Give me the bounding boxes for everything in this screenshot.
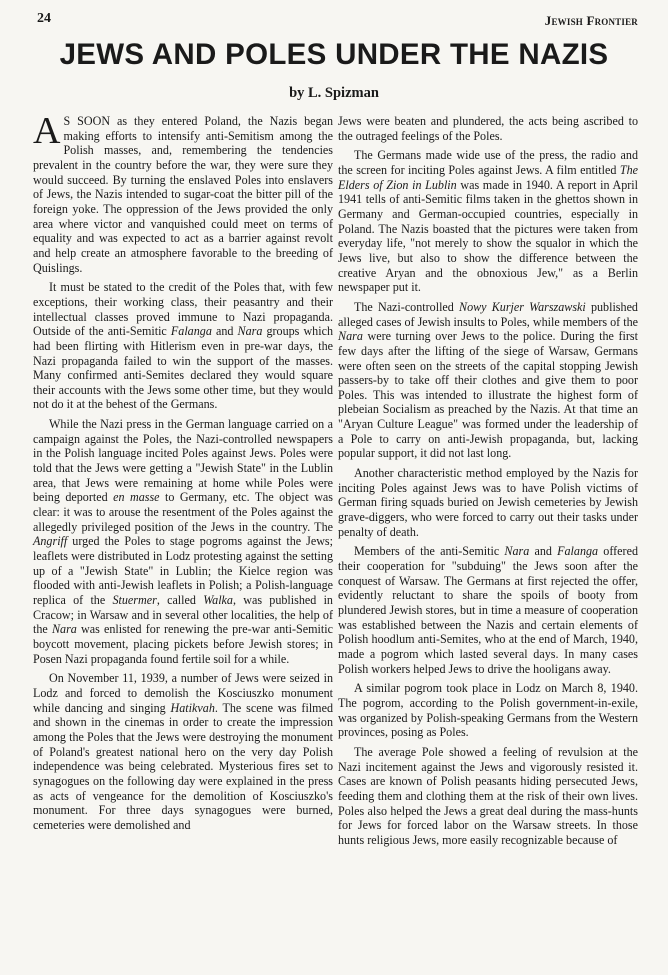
paragraph-2: It must be stated to the credit of the Poles that, with few exceptions, their working class, their peasantry and their intellectual classes proved immune to Nazi propaganda. Outside of the anti-Semitic Falanga and Nara groups which had been flirting with Hitlerism even in pre-war days, the Nazi propaganda failed to win the support of the masses. Many confirmed anti-Semites declared they would square their accounts with the Jews some other time, but they would not do it at the behest of the Germans. (33, 280, 333, 412)
paragraph-r5: Members of the anti-Semitic Nara and Falanga offered their cooperation for "subduing" the Jews soon after the conquest of Warsaw. The Germans at first rejected the offer, evidently reluctant to share the spoils of booty from plundered Jewish stores, but in time a measure of cooperation was established between the Nazis and certain elements of Polish hoodlum anti-Semites, who at the end of March, 1940, made a pogrom which lasted several days. In many cases Polish workers helped Jews to drive the hooligans away. (338, 544, 638, 676)
paragraph-r1: Jews were beaten and plundered, the acts being ascribed to the outraged feelings of the Poles. (338, 114, 638, 143)
article-title: JEWS AND POLES UNDER THE NAZIS (59, 38, 609, 71)
drop-cap: A (33, 110, 61, 152)
lead-text: as they entered Poland, the Nazis began making efforts to intensify anti-Semitism among the Polish masses, and, remembering the tendencies prevalent in the country before the war, they were sure they would succeed. By turning the enslaved Poles into enslavers of Jews, the Nazis intended to sugar-coat the bitter pill of the foreign yoke. The oppression of the Jews provided the only area where victor and vanquished could meet on terms of equality and was expected to act as a barrier against revolt and help create an atmosphere favorable to the breeding of Quislings. (33, 114, 333, 275)
paragraph-r7: The average Pole showed a feeling of revulsion at the Nazi incitement against the Jews and vigorously resisted it. Cases are known of Polish peasants hiding persecuted Jews, feeding them and clothing them at the risk of their own lives. Poles also helped the Jews a great deal during the mass-hunts for Jews for forced labor on the Warsaw streets. In those hunts religious Jews, more easily recognizable because of (338, 744, 638, 847)
lead-smallcaps: S SOON (63, 114, 111, 128)
paragraph-r6: A similar pogrom took place in Lodz on March 8, 1940. The pogrom, according to the Polish government-in-exile, was organized by Polish-speaking Germans from the Western provinces, posing as Poles. (338, 681, 638, 740)
paragraph-r4: Another characteristic method employed by the Nazis for inciting Poles against Jews was to have Polish victims of German firing squads buried on Jewish cemeteries by Jewish grave-diggers, who were forced to carry out their tasks under penalty of death. (338, 466, 638, 539)
paragraph-4: On November 11, 1939, a number of Jews were seized in Lodz and forced to demolish the Kosciuszko monument while dancing and singing Hatikvah. The scene was filmed and shown in the cinemas in order to create the impression among the Poles that the Jews were destroying the monument of Poland's greatest national hero on the very day Polish independence was being celebrated. Mysterious fires set to synagogues on the following day were explained in the press as acts of vengeance for the demolition of Kosciuszko's monument. For three days synagogues were burned, cemeteries were demolished and (33, 671, 334, 832)
article-byline: by L. Spizman (289, 85, 379, 101)
right-column (338, 114, 638, 853)
paragraph-r2: The Germans made wide use of the press, the radio and the screen for inciting Poles against Jews. A film entitled The Elders of Zion in Lublin was made in 1940. A report in April 1941 tells of anti-Semitic films taken in the ghettos shown in Germany and German-occupied countries, especially in Poland. The Nazis boasted that the pictures were taken from everyday life, "not merely to show the squalor in which the Jews live, but also to show the difference between the creative Aryan and the obnoxious Jew," as a Berlin newspaper put it. (338, 148, 638, 295)
left-column (33, 110, 334, 838)
paragraph-lead (33, 110, 333, 275)
journal-name: Jewish Frontier (544, 13, 638, 28)
page-header (37, 11, 638, 29)
paragraph-3: While the Nazi press in the German language carried on a campaign against the Poles, the Nazi-controlled newspapers in the Polish language incited Poles against Jews. Poles were told that the Jews were getting a "Jewish State" in the Lublin area, that Jews were remaining at home while Poles were being deported en masse to Germany, etc. The object was clear: it was to arouse the resentment of the Poles against the allegedly privileged position of the Jews in the country. The Angriff urged the Poles to stage pogroms against the Jews; leaflets were distributed in Lodz protesting against the setting up of a "Jewish State" in Lublin; the Kielce region was flooded with anti-Jewish leaflets in Polish; a Polish-language replica of the Stuermer, called Walka, was published in Cracow; in Warsaw and in several other localities, the help of the Nara was enlisted for renewing the pre-war anti-Semitic boycott movement, placing pickets before Jewish stores; in Posen Nazi propaganda found fertile soil for a while. (33, 417, 334, 666)
page-number: 24 (37, 11, 51, 26)
paragraph-r3: The Nazi-controlled Nowy Kurjer Warszawski published alleged cases of Jewish insults to Poles, while members of the Nara were turning over Jews to the police. During the first few days after the lifting of the siege of Warsaw, Germans were often seen on the streets of the capital stopping Jewish passers-by to take off their clothes and give them to poor Poles. This was intended to illustrate the highest form of plebeian Socialism as preached by the Nazis. At that time an "Aryan Culture League" was formed under the leadership of a Pole to carry on anti-Jewish propaganda, but, lacking popular support, it did not last long. (338, 299, 638, 461)
